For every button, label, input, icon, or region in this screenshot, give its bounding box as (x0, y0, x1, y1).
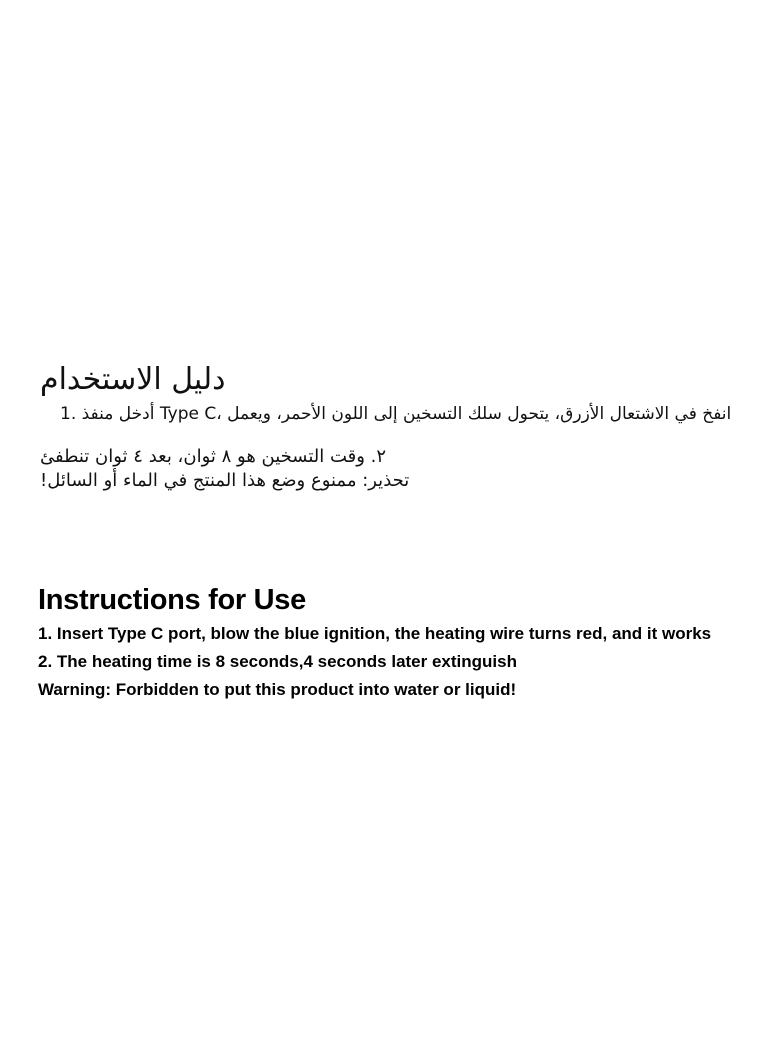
english-instruction-1: 1. Insert Type C port, blow the blue ignition, the heating wire turns red, and it works (38, 624, 712, 643)
english-instruction-2: 2. The heating time is 8 seconds,4 seconds later extinguish (38, 652, 517, 671)
arabic-instruction-1: انفخ في الاشتعال الأزرق، يتحول سلك التسخين إلى اللون الأحمر، ويعمل ،Type C أدخل منفذ .1 (60, 404, 732, 424)
english-warning: Warning: Forbidden to put this product into water or liquid! (38, 680, 517, 699)
arabic-title: دليل الاستخدام (40, 362, 226, 397)
english-title: Instructions for Use (38, 584, 306, 616)
arabic-instruction-2: ٢. وقت التسخين هو ٨ ثوان، بعد ٤ ثوان تنطفئ (40, 446, 387, 467)
arabic-warning: تحذير: ممنوع وضع هذا المنتج في الماء أو السائل! (40, 470, 410, 491)
